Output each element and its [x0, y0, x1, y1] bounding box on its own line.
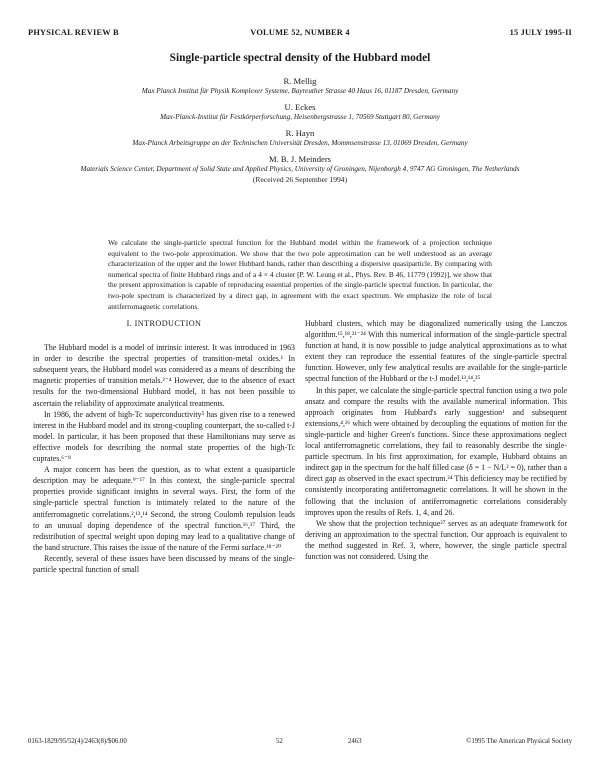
- author-block: [40, 154, 560, 185]
- paragraph: Recently, several of these issues have been discussed by means of the single-particle spectral function of small: [33, 553, 295, 574]
- author-name: R. Hayn: [285, 128, 315, 139]
- page-number: 2463: [348, 738, 362, 745]
- volume-number: VOLUME 52, NUMBER 4: [250, 28, 350, 37]
- author-name: M. B. J. Meinders: [268, 154, 332, 165]
- author-block: [40, 128, 560, 149]
- paragraph: A major concern has been the question, as to what extent a quasiparticle description may be adequate.⁹⁻¹⁷ In this context, the single-particle spectral properties provide significant insights in several ways. First, the form of the single-particle spectral function is intimately related to the nature of the antiferromagnetic correlations.²,¹³,¹⁴ Second, the strong Coulomb repulsion leads to an unusual doping dependence of the spectral function.¹⁶,¹⁷ Third, the redistribution of spectral weight upon doping may lead to a qualitative change of the band structure. This raises the issue of the nature of the Fermi surface.¹⁸⁻²⁰: [33, 465, 295, 552]
- left-column: [33, 318, 295, 575]
- author-affiliation: Materials Science Center, Department of Solid State and Applied Physics, University of Groningen, Nijenborgh 4, 9747 AG Groningen, The Netherlands: [80, 165, 520, 174]
- paragraph: The Hubbard model is a model of intrinsic interest. It was introduced in 1963 in order to describe the spectral properties of transition-metal oxides.¹ In subsequent years, the Hubbard model was considered as a means of describing the magnetic properties of transition metals.²⁻⁴ However, due to the absence of exact results for the two-dimensional Hubbard model, it has not been possible to ascertain the reliability of approximate analytical treatments.: [33, 343, 295, 408]
- paper-title: Single-particle spectral density of the Hubbard model: [169, 52, 431, 64]
- abstract: We calculate the single-particle spectral function for the Hubbard model within the framework of a projection technique equivalent to the two-pole approximation. We show that the two pole approximation can be well understood as an average characterization of the upper and the lower Hubbard bands, rather than describing a dispersive quasiparticle. By comparing with numerical spectra of finite Hubbard rings and of a 4 × 4 cluster [P. W. Leung et al., Phys. Rev. B 46, 11779 (1992)], we show that the present approximation is capable of reproducing essential properties of the single-particle spectral function. In particular, the two-pole spectrum is characterized by a direct gap, in agreement with the exact spectrum. We emphasize the role of local antiferromagnetic correlations.: [108, 238, 492, 311]
- volume-issue: 52: [276, 738, 283, 745]
- paragraph: In this paper, we calculate the single-particle spectral function using a two pole ansatz and compare the results with the available numerical information. This approach originates from Hubbard's early suggestion¹ and subsequent extensions,⁴,²⁶ which were obtained by decoupling the equations of motion for the single-particle and higher Green's functions. Since these approximations neglect local antiferromagnetic correlations, they fail to reasonably describe the single-particle spectrum. In his first approximation, for example, Hubbard obtains an indirect gap in the spectrum for the half filled case (δ = 1 − N/L² = 0), rather than a direct gap as observed in the exact spectrum.²⁴ This deficiency may be rectified by consistently incorporating antiferromagnetic correlations. It will be shown in the following that the inclusion of antiferromagnetic correlations considerably improves upon the results of Refs. 1, 4, and 26.: [305, 385, 567, 517]
- page-footer: [28, 738, 572, 750]
- paragraph: In 1986, the advent of high-Tc superconductivity⁵ has given rise to a renewed interest in the Hubbard model and its strong-coupling counterpart, the so-called t-J model. In particular, it has been proposed that these Hamiltonians may serve as effective models for describing the normal state properties of the high-Tc cuprates.⁶⁻⁸: [33, 409, 295, 464]
- paragraph: We show that the projection technique²⁷ serves as an adequate framework for deriving an approximation to the spectral function. Our approach is equivalent to the method suggested in Ref. 3, where, however, the single particle spectral function was not considered. Using the: [305, 518, 567, 561]
- section-heading: I. INTRODUCTION: [126, 319, 202, 328]
- author-block: [40, 102, 560, 123]
- author-block: [40, 76, 560, 97]
- author-affiliation: Max-Planck Arbeitsgruppe an der Technischen Universität Dresden, Mommsenstrasse 13, 01069 Dresden, Germany: [132, 139, 468, 148]
- journal-name: PHYSICAL REVIEW B: [28, 28, 119, 37]
- author-affiliation: Max-Planck-Institut für Festkörperforschung, Heisenbergstrasse 1, 70569 Stuttgart 80, Germany: [160, 113, 440, 122]
- paragraph: Hubbard clusters, which may be diagonalized numerically using the Lanczos algorithm.¹⁵,¹⁸,²¹⁻²⁴ With this numerical information of the single-particle spectral function at hand, it is now possible to judge analytical approximations as to what extent they can reproduce the essential features of the single-particle spectral function. However, only few analytical results are available for the single-particle spectral function of the Hubbard or the t-J model.¹³,¹⁴,²⁵: [305, 319, 567, 384]
- copyright-notice: ©1995 The American Physical Society: [466, 738, 572, 745]
- author-name: U. Eckes: [284, 102, 316, 113]
- running-header: [28, 28, 572, 40]
- right-column: [305, 318, 567, 562]
- publication-code: 0163-1829/95/52(4)/2463(8)/$06.00: [28, 738, 127, 745]
- author-name: R. Mellig: [283, 76, 317, 86]
- issue-date: 15 JULY 1995-II: [509, 28, 572, 37]
- received-date: (Received 26 September 1994): [252, 174, 348, 184]
- author-affiliation: Max Planck Institut für Physik Komplexer Systeme, Bayreuther Strasse 40 Haus 16, 01187 Dresden, Germany: [141, 87, 459, 95]
- author-list: [40, 76, 560, 190]
